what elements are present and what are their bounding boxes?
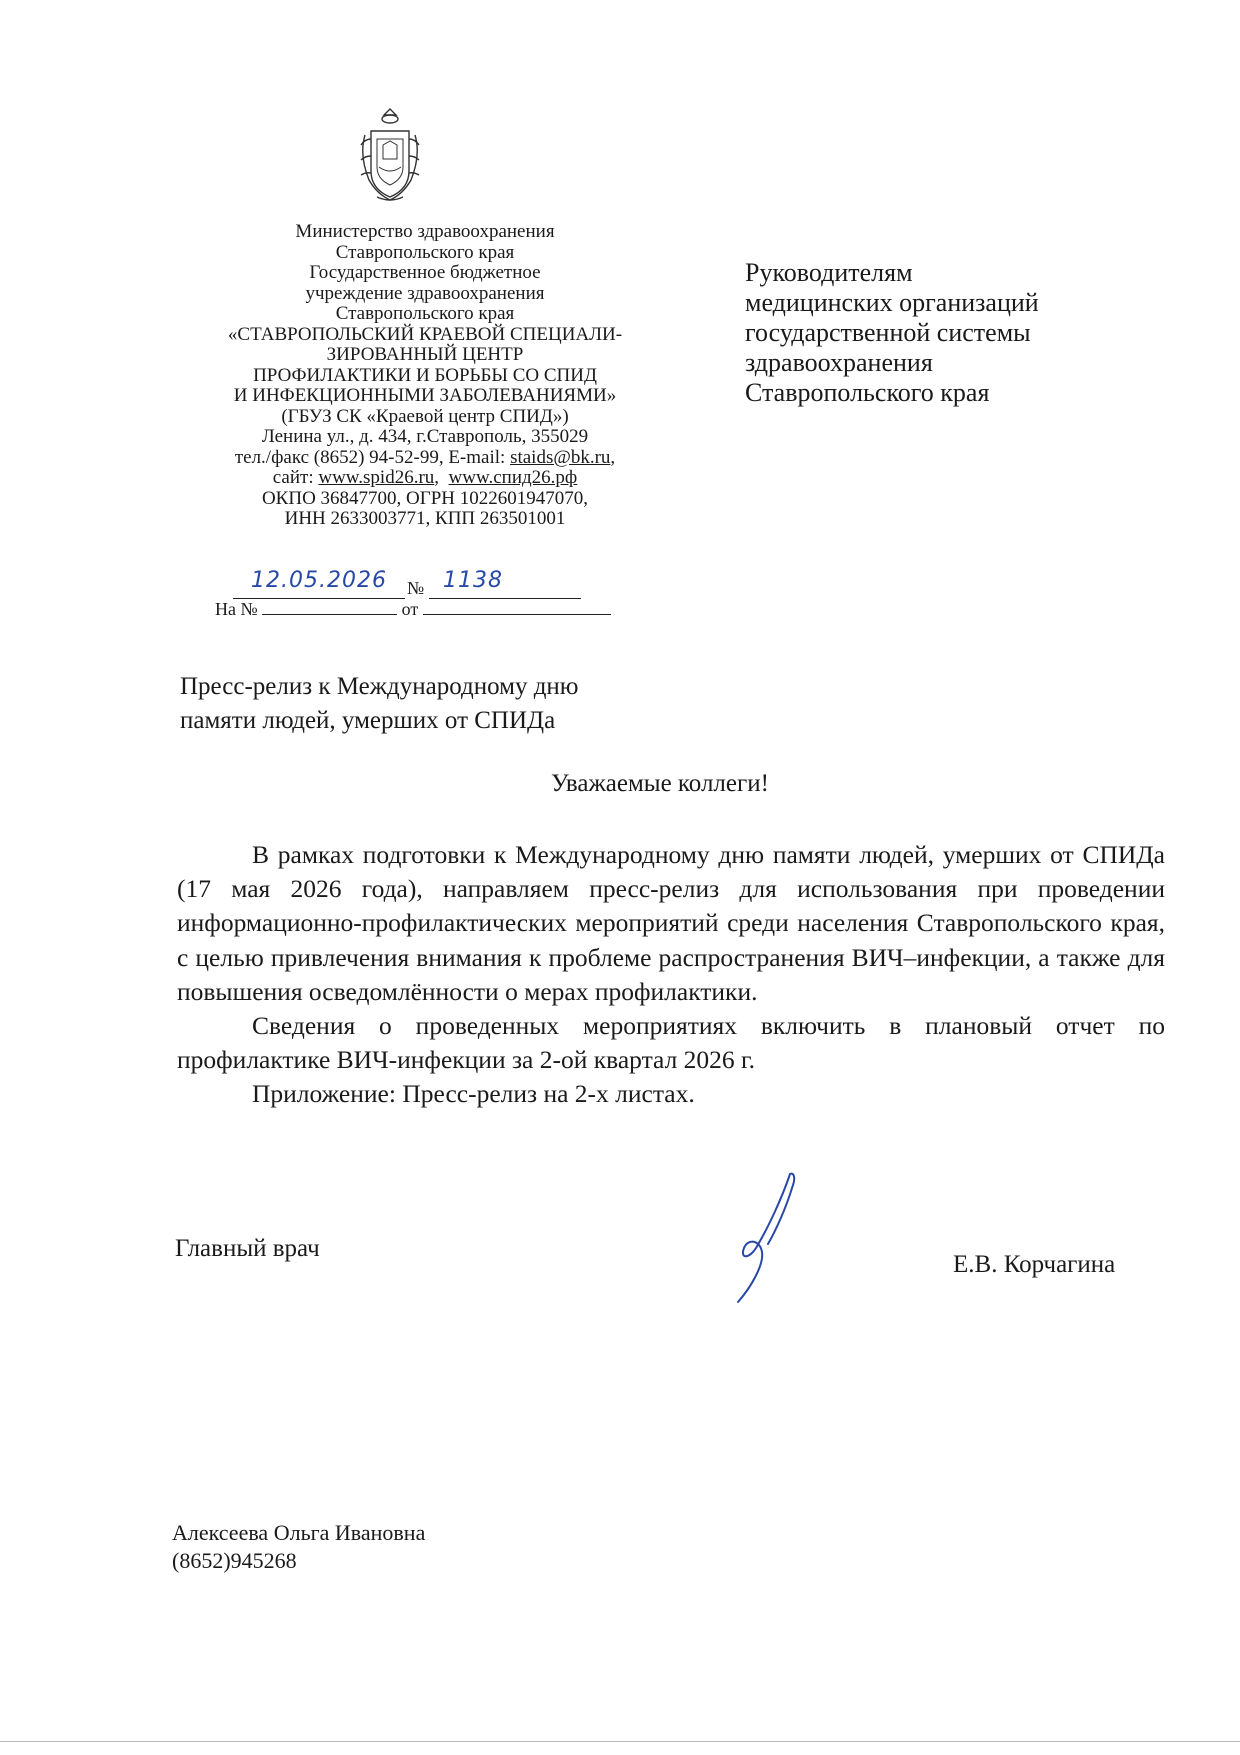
recipient-line: здравоохранения <box>745 348 933 377</box>
recipient-block <box>745 258 1039 408</box>
executor-block <box>172 1519 425 1575</box>
inn-line: ИНН 2633003771, КПП 263501001 <box>284 508 566 529</box>
signer-position: Главный врач <box>175 1235 320 1262</box>
letterhead-line: «СТАВРОПОЛЬСКИЙ КРАЕВОЙ СПЕЦИАЛИ- <box>227 323 623 345</box>
subject-line: памяти людей, умерших от СПИДа <box>180 707 556 734</box>
letterhead-line: Министерство здравоохранения <box>295 221 555 242</box>
site-label: сайт: <box>272 467 319 488</box>
contact-line <box>180 448 670 469</box>
executor-name: Алексеева Ольга Ивановна <box>172 1520 426 1545</box>
na-underline <box>262 600 397 615</box>
body-paragraph: В рамках подготовки к Международному дню памяти людей, умерших от СПИДа (17 мая 2026 года), направляем пресс-релиз для использования при проведении информационно-профилактических мероприятий среди населения Ставропольского края, с целью привлечения внимания к проблеме распространения ВИЧ–инфекции, а также для повышения осведомлённости о мерах профилактики. <box>177 840 1165 1006</box>
website-line <box>180 468 670 489</box>
phone-label: тел./факс (8652) 94-52-99, E-mail: <box>234 446 511 468</box>
registration-number: 1138 <box>443 568 503 593</box>
punctuation: , <box>434 467 449 488</box>
ot-underline <box>423 600 611 615</box>
greeting: Уважаемые коллеги! <box>551 770 769 797</box>
subject-line: Пресс-релиз к Международному дню <box>180 673 579 700</box>
punctuation: , <box>610 446 616 468</box>
registration-date: 12.05.2026 <box>251 568 387 593</box>
executor-phone: (8652)945268 <box>172 1548 297 1573</box>
okpo-line: ОКПО 36847700, ОГРН 1022601947070, <box>261 487 589 509</box>
letterhead-line: учреждение здравоохранения <box>305 282 545 304</box>
reference-line <box>215 599 611 620</box>
letterhead-line: ПРОФИЛАКТИКИ И БОРЬБЫ СО СПИД <box>253 364 597 386</box>
letterhead-line: Ставропольского края <box>335 241 515 263</box>
letterhead-line: И ИНФЕКЦИОННЫМИ ЗАБОЛЕВАНИЯМИ» <box>233 385 617 406</box>
recipient-line: Руководителям <box>745 258 913 287</box>
website-link-1[interactable]: www.spid26.ru <box>318 467 435 488</box>
number-label: № <box>407 578 425 598</box>
letterhead-line: Государственное бюджетное <box>309 262 541 283</box>
letterhead-line: (ГБУЗ СК «Краевой центр СПИД») <box>281 405 569 427</box>
email-link[interactable]: staids@bk.ru <box>510 446 611 468</box>
na-label: На № <box>215 599 258 619</box>
subject <box>180 670 578 738</box>
ot-label: от <box>401 599 419 619</box>
body-paragraph: Сведения о проведенных мероприятиях включить в плановый отчет по профилактике ВИЧ-инфекции за 2-ой квартал 2026 г. <box>177 1011 1165 1075</box>
letterhead-line: Ставропольского края <box>335 303 515 324</box>
recipient-line: медицинских организаций <box>745 288 1039 317</box>
scan-edge-line <box>0 1741 1240 1742</box>
coat-of-arms-emblem <box>357 105 423 205</box>
signer-name: Е.В. Корчагина <box>953 1251 1116 1278</box>
letter-body <box>177 838 1165 1112</box>
handwritten-signature <box>720 1168 820 1308</box>
website-link-2[interactable]: www.спид26.рф <box>448 467 578 488</box>
recipient-line: государственной системы <box>745 318 1031 347</box>
attachment-note: Приложение: Пресс-релиз на 2-х листах. <box>252 1079 695 1109</box>
letterhead-line: ЗИРОВАННЫЙ ЦЕНТР <box>326 344 524 365</box>
recipient-line: Ставропольского края <box>745 378 990 407</box>
address-line: Ленина ул., д. 434, г.Ставрополь, 355029 <box>261 426 589 447</box>
letterhead <box>180 222 670 530</box>
